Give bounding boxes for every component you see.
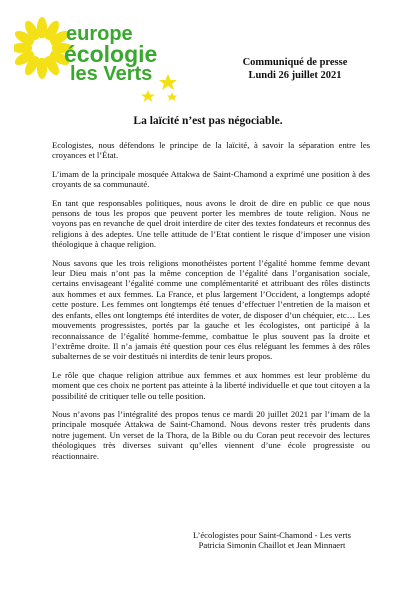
paragraph-1: Ecologistes, nous défendons le principe de la laïcité, à savoir la séparation entre les croyances et l’État. bbox=[52, 140, 370, 161]
paragraph-2: L’imam de la principale mosquée Attakwa de Saint-Chamond a exprimé une position à des croyants de sa communauté. bbox=[52, 168, 370, 190]
paragraph-4: Nous savons que les trois religions monothéistes portent l’égalité homme femme devant leur Dieu mais n’ont pas la même conception de l’égalité dans l’organisation sociale, certains envisageant l’égalité comme une complémentarité et attribuant des rôles distincts aux hommes et aux femmes. La France, et plus largement l’Occident, a longtemps adopté cette posture. Les femmes ont longtemps été tenues d’effectuer l’entretien de la maison et des enfants, elles ont longtemps été interdites de voter, de disposer d’un chéquier, etc… Les mouvements progressistes, portés par la gauche et les écologistes, ont participé à la reconnaissance de l’égalité homme-femme, combattue le plus souvent pas la droite et l’extrême droite. Il n’a jamais été question pour ces élus reléguant les femmes à des rôles subalternes de se voir destitués ni interdits de tenir leurs propos. bbox=[52, 257, 370, 362]
document-title: La laïcité n’est pas négociable. bbox=[133, 115, 283, 127]
paragraph-6: Nous n’avons pas l’intégralité des propos tenus ce mardi 20 juillet 2021 par l’imam de la principale mosquée Attakwa de Saint-Chamond. Nous devons rester très prudents dans notre jugement. Un verset de la Thora, de la Bible ou du Coran peut recevoir des lectures théologiques très diverses suivant qu’elles viennent d’une école progressiste ou réactionnaire. bbox=[52, 408, 370, 461]
press-release-header bbox=[220, 56, 370, 82]
paragraph-3: En tant que responsables politiques, nous avons le droit de dire en public ce que nous pensons de tous les propos que peuvent porter les membres de toute religion. Nous ne voyons pas en revanche de quel droit interdire de citer des textes fondateurs et reconnus des religions à des adeptes. Une telle attitude de l’Etat contient le risque d’imposer une vision théologique à chaque religion. bbox=[52, 197, 370, 250]
logo-wordmark bbox=[66, 24, 157, 84]
press-date: Lundi 26 juillet 2021 bbox=[248, 70, 342, 81]
document-body bbox=[52, 140, 370, 469]
party-logo bbox=[14, 14, 184, 104]
logo-line-2: écologie bbox=[64, 41, 158, 67]
paragraph-5: Le rôle que chaque religion attribue aux femmes et aux hommes est leur problème du moment que ces choix ne portent pas atteinte à la liberté individuelle et que tout citoyen a la possibilité de critiquer telle ou telle position. bbox=[52, 369, 370, 401]
signature-block bbox=[172, 530, 372, 551]
logo-line-3: les Verts bbox=[70, 63, 153, 85]
signature-names: Patricia Simonin Chaillot et Jean Minnaert bbox=[198, 540, 346, 551]
signature-organization: L’écologistes pour Saint-Chamond - Les verts bbox=[193, 530, 351, 540]
logo-line-1: europe bbox=[66, 23, 133, 45]
press-label: Communiqué de presse bbox=[242, 57, 348, 68]
